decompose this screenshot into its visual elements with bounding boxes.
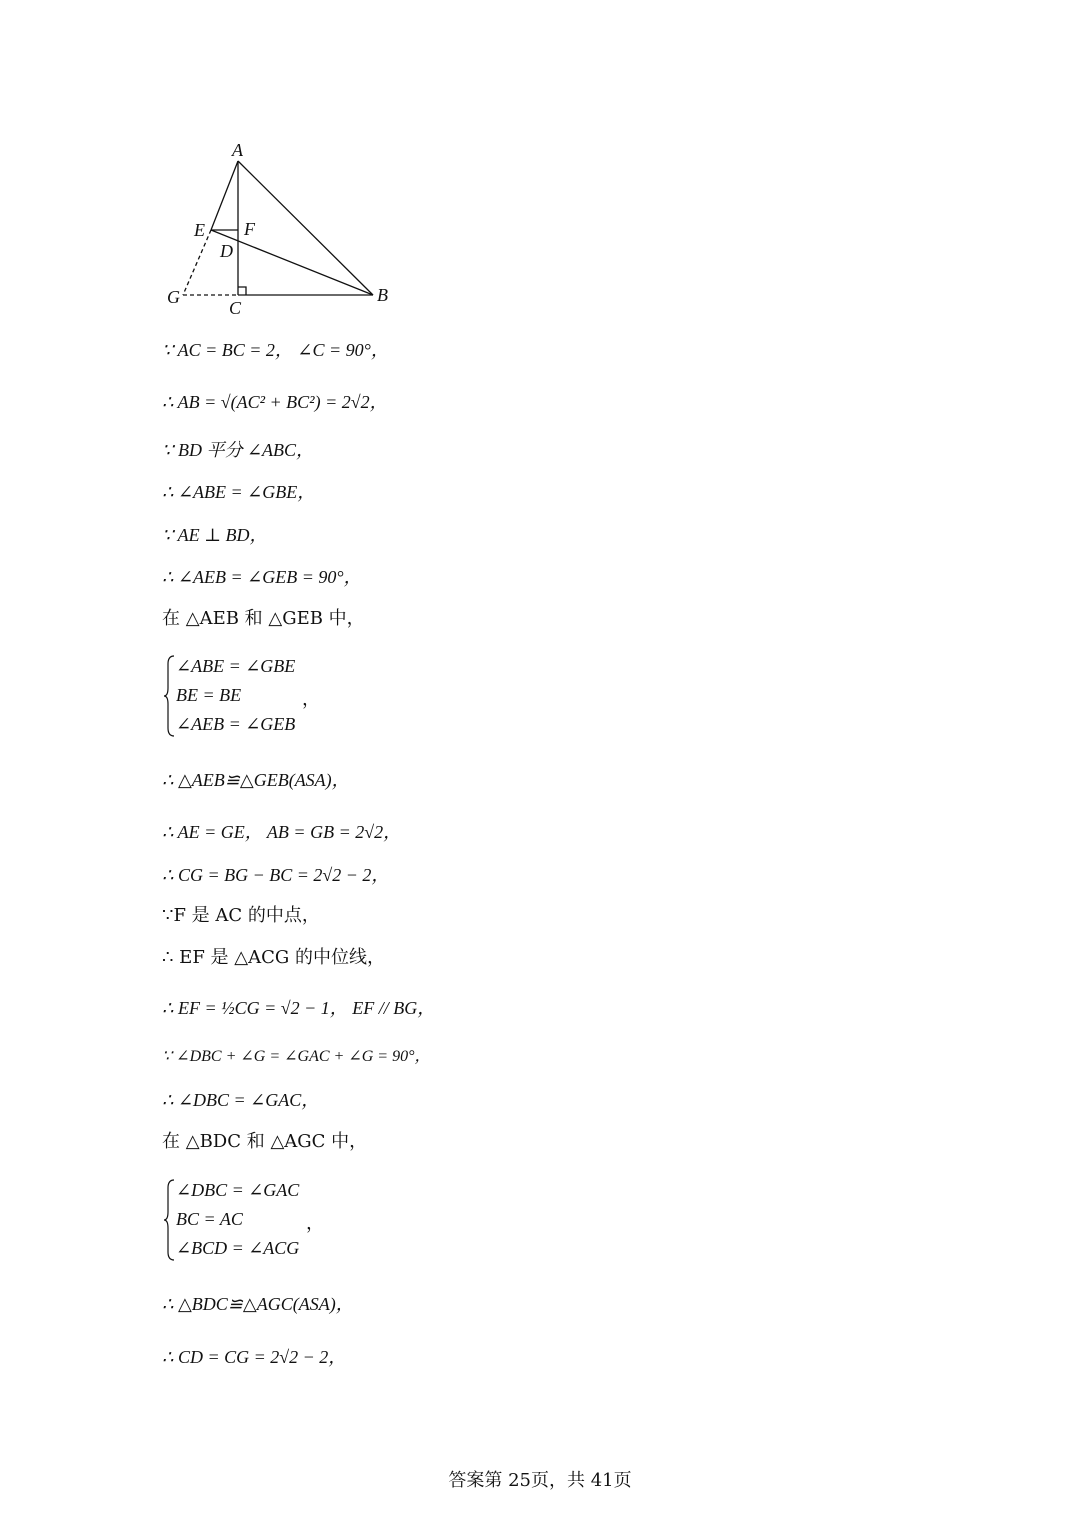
page-footer: 答案第 25页，共 41页 bbox=[448, 1470, 632, 1491]
proof-line: ∴ ∠ABE = ∠GBE， bbox=[162, 482, 316, 502]
system-row: BC = AC bbox=[176, 1209, 243, 1229]
label-g: G bbox=[167, 287, 180, 307]
proof-line: ∵F 是 AC 的中点， bbox=[162, 905, 320, 926]
proof-line: ∵ AC = BC = 2， ∠C = 90°， bbox=[162, 340, 389, 360]
proof-line: ∴ CD = CG = 2√2 − 2， bbox=[162, 1347, 347, 1367]
label-f: F bbox=[244, 219, 255, 239]
proof-line: ∴ AE = GE， AB = GB = 2√2， bbox=[162, 822, 402, 842]
proof-line: ∴ △AEB≌△GEB(ASA)， bbox=[162, 770, 350, 790]
system-row: ∠ABE = ∠GBE bbox=[176, 656, 296, 676]
label-a: A bbox=[232, 140, 243, 160]
system-row: BE = BE bbox=[176, 685, 242, 705]
segment-ae bbox=[211, 161, 238, 230]
proof-line: ∴ EF = ½CG = √2 − 1， EF // BG， bbox=[162, 998, 436, 1018]
label-e: E bbox=[194, 220, 205, 240]
system-comma: ， bbox=[302, 689, 320, 709]
proof-line: ∵ BD 平分 ∠ABC， bbox=[162, 440, 315, 460]
left-brace-icon bbox=[164, 654, 176, 738]
label-c: C bbox=[229, 298, 242, 318]
segment-eb bbox=[211, 230, 373, 295]
segment-ab bbox=[238, 161, 373, 295]
proof-line: ∴ EF 是 △ACG 的中位线， bbox=[162, 947, 385, 968]
proof-line: 在 △BDC 和 △AGC 中， bbox=[162, 1131, 368, 1152]
proof-line: ∵ ∠DBC + ∠G = ∠GAC + ∠G = 90°， bbox=[162, 1048, 431, 1065]
system-row: ∠BCD = ∠ACG bbox=[176, 1238, 300, 1258]
proof-line: 在 △AEB 和 △GEB 中， bbox=[162, 608, 365, 629]
proof-line: ∴ △BDC≌△AGC(ASA)， bbox=[162, 1294, 354, 1314]
proof-line: ∴ ∠AEB = ∠GEB = 90°， bbox=[162, 567, 362, 587]
triangle-figure bbox=[155, 130, 415, 330]
proof-line: ∴ ∠DBC = ∠GAC， bbox=[162, 1090, 320, 1110]
label-b: B bbox=[377, 285, 388, 305]
equation-system-1 bbox=[164, 654, 324, 738]
left-brace-icon bbox=[164, 1178, 176, 1262]
system-comma: ， bbox=[306, 1213, 324, 1233]
proof-line: ∴ CG = BG − BC = 2√2 − 2， bbox=[162, 865, 390, 885]
right-angle-mark bbox=[238, 287, 246, 295]
system-row: ∠DBC = ∠GAC bbox=[176, 1180, 300, 1200]
equation-system-2 bbox=[164, 1178, 334, 1262]
proof-line: ∴ AB = √(AC² + BC²) = 2√2， bbox=[162, 392, 388, 412]
proof-line: ∵ AE ⊥ BD， bbox=[162, 525, 268, 545]
system-row: ∠AEB = ∠GEB bbox=[176, 714, 296, 734]
label-d: D bbox=[220, 241, 233, 261]
